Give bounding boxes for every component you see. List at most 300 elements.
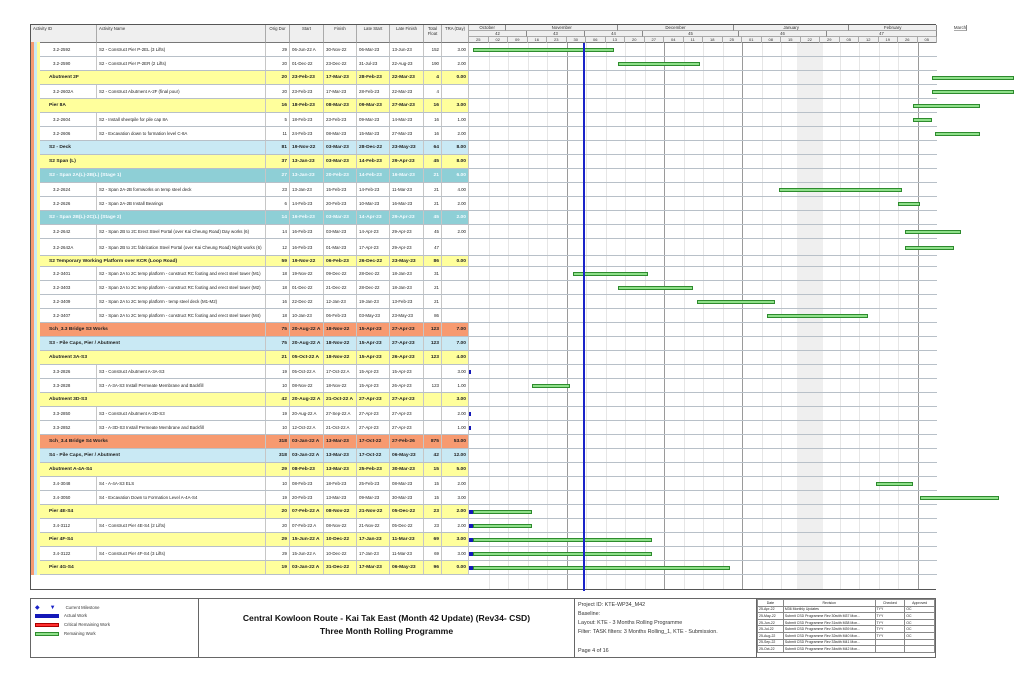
cell-lstart: 27-Apr-23: [357, 421, 390, 434]
cell-float: 21: [424, 197, 442, 210]
cell-start: 22-Dec-22: [290, 295, 324, 308]
cell-float: 23: [424, 519, 442, 532]
cell-tra: 7.00: [442, 337, 469, 350]
header-tra[interactable]: TRA (Day): [442, 25, 469, 43]
cell-dur: 75: [266, 337, 290, 350]
cell-name: S2 - Span 2A-2B formworks on temp steel deck: [97, 183, 266, 196]
cell-tra: 5.00: [442, 463, 469, 476]
legend-remaining: Remaining Work: [35, 631, 96, 636]
cell-dur: 10: [266, 421, 290, 434]
cell-tra: 2.00: [442, 197, 469, 210]
cell-tra: 2.00: [442, 127, 469, 140]
day-label: 04: [664, 37, 684, 43]
activity-row[interactable]: [31, 491, 937, 505]
cell-float: 86: [424, 309, 442, 322]
cell-finish: 13-Mar-23: [324, 449, 357, 462]
cell-id: S2 Temporary Working Platform over KCR (Loop Road): [31, 256, 266, 266]
cell-dur: 14: [266, 211, 290, 224]
revision-cell: [905, 639, 935, 646]
cell-name: S2 - Span 2A-2B Install Bearings: [97, 197, 266, 210]
cell-id: 3.3-2828: [31, 379, 97, 392]
month-label: February: [849, 25, 937, 31]
summary-row[interactable]: [31, 337, 937, 351]
remaining-work-bar[interactable]: [618, 62, 700, 66]
cell-lstart: 14-Feb-23: [357, 169, 390, 182]
cell-float: 123: [424, 351, 442, 364]
cell-dur: 19: [266, 561, 290, 574]
header-late-finish[interactable]: Late Finish: [390, 25, 424, 43]
cell-id: Sch_3.4 Bridge S4 Works: [31, 435, 266, 448]
activity-row[interactable]: [31, 421, 937, 435]
cell-dur: 11: [266, 127, 290, 140]
revision-table: [757, 599, 935, 657]
day-label: 23: [547, 37, 567, 43]
cell-lstart: 28-Feb-23: [357, 71, 390, 84]
remaining-work-bar[interactable]: [898, 202, 920, 206]
cell-start: 16-Feb-23: [290, 225, 324, 238]
cell-id: 3.4-3122: [31, 547, 97, 560]
cell-dur: 14: [266, 225, 290, 238]
cell-dur: 23: [266, 183, 290, 196]
cell-finish: 18-Nov-22: [324, 337, 357, 350]
cell-lfinish: 27-Apr-23: [390, 407, 424, 420]
cell-lfinish: 30-Mar-23: [390, 463, 424, 476]
wbs-band: [31, 84, 40, 99]
day-label: 12: [859, 37, 879, 43]
cell-lfinish: 11-Mar-23: [390, 533, 424, 546]
cell-name: S2 - Construct Pier P-2ER (2 Lifts): [97, 57, 266, 70]
cell-tra: 2.00: [442, 211, 469, 224]
cell-tra: 2.00: [442, 225, 469, 238]
wbs-band: [31, 350, 40, 365]
cell-float: 16: [424, 99, 442, 112]
revision-row: [758, 619, 935, 626]
wbs-band: [31, 532, 40, 547]
wbs-band: [31, 364, 40, 379]
cell-dur: 12: [266, 239, 290, 255]
cell-start: 18-Feb-23: [290, 99, 324, 112]
cell-tra: 1.00: [442, 421, 469, 434]
cell-tra: 1.00: [442, 379, 469, 392]
cell-dur: 10: [266, 379, 290, 392]
cell-lfinish: 26-Apr-23: [390, 351, 424, 364]
summary-row[interactable]: [31, 393, 937, 407]
summary-row[interactable]: [31, 256, 937, 267]
remaining-work-bar[interactable]: [913, 104, 980, 108]
cell-float: 45: [424, 225, 442, 238]
cell-finish: 18-Nov-22: [324, 351, 357, 364]
cell-dur: 29: [266, 547, 290, 560]
cell-float: [424, 393, 442, 406]
day-label: 09: [508, 37, 528, 43]
remaining-work-bar[interactable]: [473, 510, 533, 514]
revision-cell: TYY: [875, 632, 905, 639]
week-label: 46: [739, 31, 827, 37]
page-number: Page 4 of 16: [578, 648, 609, 654]
activity-row[interactable]: [31, 239, 937, 256]
cell-lstart: 09-Mar-23: [357, 99, 390, 112]
cell-finish: 06-Feb-23: [324, 256, 357, 266]
summary-row[interactable]: [31, 533, 937, 547]
revision-cell: OC: [905, 606, 935, 613]
cell-tra: 0.00: [442, 561, 469, 574]
cell-start: 05-Oct-22 A: [290, 351, 324, 364]
cell-name: S4 - Construct Pier 4F-S4 (3 Lifts): [97, 547, 266, 560]
cell-float: 15: [424, 491, 442, 504]
milestone-icon: ▼: [49, 604, 56, 611]
revision-cell: Submit CSD Programme Rev 32with M40 Mon...: [783, 632, 875, 639]
cell-id: 3.2-2642: [31, 225, 97, 238]
revision-row: [758, 646, 935, 653]
cell-lstart: 15-Apr-23: [357, 351, 390, 364]
cell-float: 123: [424, 379, 442, 392]
revision-row: [758, 613, 935, 620]
summary-row[interactable]: [31, 463, 937, 477]
cell-id: 3.2-2604: [31, 113, 97, 126]
cell-tra: [442, 309, 469, 322]
cell-finish: 08-Mar-23: [324, 127, 357, 140]
cell-float: 4: [424, 71, 442, 84]
remaining-work-bar[interactable]: [935, 132, 980, 136]
remaining-work-bar[interactable]: [932, 90, 1014, 94]
day-label: 05: [918, 37, 938, 43]
remaining-work-bar[interactable]: [920, 496, 998, 500]
cell-float: 16: [424, 113, 442, 126]
cell-start: 07-Feb-22 A: [290, 519, 324, 532]
activity-row[interactable]: [31, 267, 937, 281]
cell-id: S2 - Span 2A(L)-2B(L) (Stage 1): [31, 169, 266, 182]
day-label: 13: [606, 37, 626, 43]
cell-start: 19-Nov-22: [290, 267, 324, 280]
cell-name: S2 - Construct Pier P-2EL (3 Lifts): [97, 43, 266, 56]
remaining-work-bar[interactable]: [473, 48, 615, 52]
week-label: 47: [827, 31, 937, 37]
header-start[interactable]: Start: [290, 25, 324, 43]
header-orig-dur[interactable]: Orig Dur: [266, 25, 290, 43]
cell-start: 18-Feb-23: [290, 113, 324, 126]
summary-row[interactable]: [31, 449, 937, 463]
summary-row[interactable]: [31, 211, 937, 225]
remaining-work-bar[interactable]: [913, 118, 932, 122]
header-total-float[interactable]: Total Float: [424, 25, 442, 43]
cell-lstart: 09-Mar-23: [357, 491, 390, 504]
gantt-sheet: [30, 24, 967, 590]
remaining-work-bar[interactable]: [932, 76, 1014, 80]
actual-work-bar[interactable]: [469, 412, 471, 416]
cell-dur: 20: [266, 519, 290, 532]
cell-lfinish: 11-Mar-23: [390, 183, 424, 196]
cell-float: 96: [424, 561, 442, 574]
remaining-work-bar[interactable]: [473, 538, 652, 542]
cell-float: 16: [424, 127, 442, 140]
actual-work-bar[interactable]: [469, 426, 471, 430]
revision-cell: 25-Sep-22: [758, 639, 784, 646]
cell-float: 875: [424, 435, 442, 448]
day-label: 29: [820, 37, 840, 43]
week-label: 45: [643, 31, 739, 37]
cell-tra: 3.00: [442, 491, 469, 504]
summary-row[interactable]: [31, 323, 937, 337]
wbs-band: [31, 98, 40, 113]
activity-row[interactable]: [31, 379, 937, 393]
remaining-work-bar[interactable]: [618, 286, 693, 290]
remaining-work-bar[interactable]: [767, 314, 868, 318]
cell-lstart: 14-Feb-23: [357, 183, 390, 196]
remaining-work-bar[interactable]: [473, 566, 730, 570]
cell-tra: 4.00: [442, 183, 469, 196]
cell-finish: 03-Mar-23: [324, 225, 357, 238]
project-filter: Filter: TASK filters: 3 Months Rolling_1, KTE - Submission.: [578, 629, 718, 635]
cell-start: 13-Jan-23: [290, 169, 324, 182]
cell-finish: 03-Mar-23: [324, 155, 357, 168]
cell-tra: 3.00: [442, 533, 469, 546]
wbs-band: [31, 126, 40, 141]
cell-id: 3.2-2642A: [31, 239, 97, 255]
cell-float: 190: [424, 57, 442, 70]
wbs-band: [31, 294, 40, 309]
summary-row[interactable]: [31, 351, 937, 365]
cell-name: S3 - Construct Abutment A-3D-S3: [97, 407, 266, 420]
cell-start: 13-Jan-23: [290, 183, 324, 196]
cell-start: 08-Feb-23: [290, 463, 324, 476]
cell-name: S4 - Construct Pier 4E-S4 (2 Lifts): [97, 519, 266, 532]
summary-row[interactable]: [31, 561, 937, 575]
activity-row[interactable]: [31, 365, 937, 379]
cell-id: S4 - Pile Caps, Pier / Abutment: [31, 449, 266, 462]
remaining-work-bar[interactable]: [473, 524, 533, 528]
cell-tra: 3.00: [442, 43, 469, 56]
cell-name: S3 - A-3A-S3 Install Permeate Membrane and Backfill: [97, 379, 266, 392]
cell-dur: 6: [266, 197, 290, 210]
cell-lstart: 14-Apr-23: [357, 225, 390, 238]
cell-finish: 17-Mar-23: [324, 85, 357, 98]
cell-dur: 75: [266, 323, 290, 336]
day-label: 22: [801, 37, 821, 43]
cell-lstart: 25-Feb-23: [357, 463, 390, 476]
summary-row[interactable]: [31, 71, 937, 85]
revision-cell: 25-Oct-22: [758, 646, 784, 653]
cell-start: 06-Jun-22 A: [290, 43, 324, 56]
summary-row[interactable]: [31, 141, 937, 155]
cell-tra: 2.00: [442, 477, 469, 490]
activity-row[interactable]: [31, 57, 937, 71]
activity-row[interactable]: [31, 85, 937, 99]
cell-name: S3 - A-3D-S3 Install Permeate Membrane and Backfill: [97, 421, 266, 434]
cell-lstart: 14-Apr-23: [357, 211, 390, 224]
activity-row[interactable]: [31, 281, 937, 295]
remaining-work-bar[interactable]: [905, 246, 953, 250]
cell-lfinish: 06-May-23: [390, 449, 424, 462]
cell-start: 08-Feb-23: [290, 477, 324, 490]
cell-lstart: 27-Apr-23: [357, 393, 390, 406]
day-label: 15: [781, 37, 801, 43]
cell-finish: 10-Dec-22: [324, 533, 357, 546]
cell-start: 16-Feb-23: [290, 239, 324, 255]
wbs-band: [31, 154, 40, 169]
cell-name: S2 - Span 2A to 2C temp platform - construct RC footing and erect steel tower (M4): [97, 309, 266, 322]
cell-dur: 29: [266, 463, 290, 476]
summary-row[interactable]: [31, 99, 937, 113]
revision-cell: [875, 646, 905, 653]
cell-start: 24-Feb-23: [290, 127, 324, 140]
cell-lstart: 28-Dec-22: [357, 141, 390, 154]
cell-tra: 12.00: [442, 449, 469, 462]
activity-row[interactable]: [31, 407, 937, 421]
cell-lfinish: 08-Mar-23: [390, 477, 424, 490]
cell-finish: 08-Mar-23: [324, 99, 357, 112]
revision-header-row: [758, 600, 935, 607]
remaining-work-bar[interactable]: [905, 230, 961, 234]
cell-float: 123: [424, 323, 442, 336]
cell-id: Pier 8A: [31, 99, 266, 112]
activity-row[interactable]: [31, 113, 937, 127]
cell-name: S2 - Span 2A to 2C temp platform - temp steel deck (M1-M2): [97, 295, 266, 308]
revision-cell: [875, 639, 905, 646]
revision-cell: 25-Jun-22: [758, 619, 784, 626]
cell-tra: 4.00: [442, 351, 469, 364]
activity-row[interactable]: [31, 295, 937, 309]
remaining-work-bar[interactable]: [473, 552, 652, 556]
remaining-work-bar[interactable]: [779, 188, 902, 192]
cell-tra: 53.00: [442, 435, 469, 448]
cell-float: 69: [424, 533, 442, 546]
cell-lstart: 21-Nov-22: [357, 519, 390, 532]
wbs-band: [31, 560, 40, 575]
cell-tra: 2.00: [442, 407, 469, 420]
cell-finish: 23-Dec-22: [324, 57, 357, 70]
summary-row[interactable]: [31, 155, 937, 169]
revision-cell: TYY: [875, 626, 905, 633]
revision-header: Approved: [905, 600, 935, 607]
legend-critical: Critical Remaining Work: [35, 622, 110, 627]
cell-start: 03-Jan-22 A: [290, 435, 324, 448]
cell-lfinish: 27-Feb-26: [390, 435, 424, 448]
remaining-work-swatch: [35, 632, 59, 636]
remaining-work-bar[interactable]: [876, 482, 913, 486]
cell-dur: 10: [266, 477, 290, 490]
cell-lfinish: 27-Apr-23: [390, 421, 424, 434]
cell-lfinish: 05-Dec-22: [390, 519, 424, 532]
cell-finish: 31-Dec-22: [324, 561, 357, 574]
day-label: 26: [898, 37, 918, 43]
cell-float: 86: [424, 256, 442, 266]
wbs-band: [31, 392, 40, 407]
cell-float: [424, 421, 442, 434]
cell-finish: 18-Nov-22: [324, 379, 357, 392]
revision-row: [758, 639, 935, 646]
cell-name: S4 - Excavation Down to Formation Level A-4A-S4: [97, 491, 266, 504]
header-activity-id[interactable]: Activity ID: [31, 25, 97, 43]
revision-cell: TYY: [875, 606, 905, 613]
wbs-band: [31, 462, 40, 477]
cell-float: 64: [424, 141, 442, 154]
header-finish[interactable]: Finish: [324, 25, 357, 43]
day-label: 18: [703, 37, 723, 43]
month-label: March: [953, 25, 967, 30]
legend-milestone: ◆ ▼ Current Milestone: [35, 604, 100, 611]
month-label: January: [734, 25, 850, 31]
cell-lfinish: 27-Apr-23: [390, 393, 424, 406]
activity-row[interactable]: [31, 127, 937, 141]
cell-float: 23: [424, 505, 442, 518]
day-label: 27: [645, 37, 665, 43]
cell-float: 45: [424, 211, 442, 224]
cell-lstart: 17-Mar-23: [357, 561, 390, 574]
activity-row[interactable]: [31, 43, 937, 57]
cell-dur: 18: [266, 281, 290, 294]
remaining-work-bar[interactable]: [697, 300, 775, 304]
cell-float: 47: [424, 239, 442, 255]
revision-cell: Submit CSD Programme Rev 33with M41 Mon...: [783, 639, 875, 646]
cell-start: 01-Dec-22: [290, 57, 324, 70]
cell-lstart: 17-Oct-22: [357, 435, 390, 448]
activity-row[interactable]: [31, 309, 937, 323]
cell-id: 3.3-2826: [31, 365, 97, 378]
cell-finish: 21-Oct-22 A: [324, 393, 357, 406]
cell-finish: 21-Dec-22: [324, 281, 357, 294]
cell-dur: 18: [266, 267, 290, 280]
wbs-band: [31, 378, 40, 393]
cell-lstart: 14-Feb-23: [357, 155, 390, 168]
wbs-band: [31, 490, 40, 505]
activity-row[interactable]: [31, 225, 937, 239]
cell-id: Pier 4F-S4: [31, 533, 266, 546]
cell-lstart: 27-Apr-23: [357, 407, 390, 420]
revision-cell: 25-Apr-22: [758, 606, 784, 613]
wbs-band: [31, 196, 40, 211]
cell-lfinish: 27-Apr-23: [390, 323, 424, 336]
wbs-band: [31, 336, 40, 351]
cell-finish: 03-Mar-23: [324, 141, 357, 154]
activity-row[interactable]: [31, 477, 937, 491]
cell-lstart: 15-Apr-23: [357, 365, 390, 378]
cell-float: 15: [424, 463, 442, 476]
cell-start: 01-Dec-22: [290, 281, 324, 294]
cell-lfinish: 26-Apr-23: [390, 379, 424, 392]
header-activity-name[interactable]: Activity Name: [97, 25, 266, 43]
cell-lfinish: 23-May-23: [390, 141, 424, 154]
cell-lfinish: 23-May-23: [390, 256, 424, 266]
revision-cell: 25-May-22: [758, 613, 784, 620]
summary-row[interactable]: [31, 435, 937, 449]
cell-lfinish: 06-May-23: [390, 561, 424, 574]
wbs-band: [31, 476, 40, 491]
actual-work-bar[interactable]: [469, 370, 471, 374]
cell-finish: 21-Oct-22 A: [324, 421, 357, 434]
activity-row[interactable]: [31, 197, 937, 211]
cell-start: 05-Oct-22 A: [290, 365, 324, 378]
cell-dur: 21: [266, 351, 290, 364]
activity-row[interactable]: [31, 519, 937, 533]
cell-lstart: 17-Jan-23: [357, 533, 390, 546]
activity-row[interactable]: [31, 547, 937, 561]
remaining-work-bar[interactable]: [532, 384, 569, 388]
cell-dur: 16: [266, 295, 290, 308]
summary-row[interactable]: [31, 169, 937, 183]
revision-cell: Submit CSD Programme Rev 34with M42 Mon...: [783, 646, 875, 653]
day-label: 08: [762, 37, 782, 43]
header-late-start[interactable]: Late Start: [357, 25, 390, 43]
cell-lfinish: 23-May-23: [390, 309, 424, 322]
cell-lfinish: 16-Mar-23: [390, 197, 424, 210]
summary-row[interactable]: [31, 505, 937, 519]
cell-name: S3 - Construct Abutment A-3A-S3: [97, 365, 266, 378]
cell-float: 152: [424, 43, 442, 56]
cell-id: 3.2-3401: [31, 267, 97, 280]
revision-cell: Submit CSD Programme Rev 30with M37 Mon...: [783, 613, 875, 620]
cell-start: 15-Jun-22 A: [290, 547, 324, 560]
activity-row[interactable]: [31, 183, 937, 197]
